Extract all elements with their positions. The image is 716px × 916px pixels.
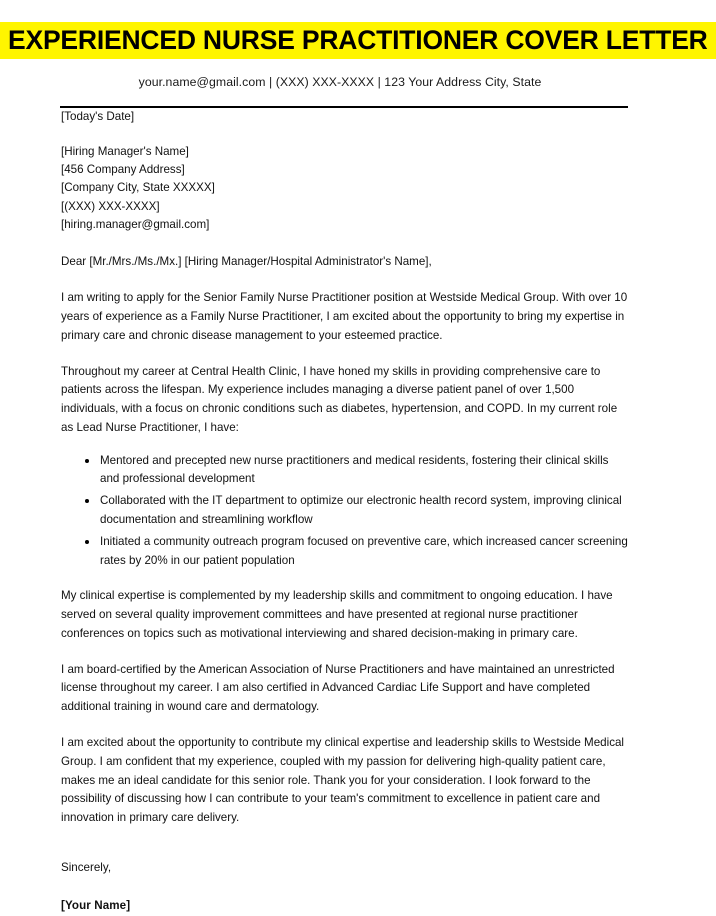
signature-name: [Your Name] <box>61 898 131 912</box>
bullet-point-icon <box>85 499 89 503</box>
contact-info-line: your.name@gmail.com | (XXX) XXX-XXXX | 123 Your Address City, State <box>138 75 542 90</box>
paragraph-leadership: My clinical expertise is complemented by my leadership skills and commitment to ongoing education. I have served on several quality improvement committees and have presented at regional nurse practitioner conferences on topics such as motivational interviewing and shared decision-making in primary care. <box>61 589 613 640</box>
paragraph-experience: Throughout my career at Central Health Clinic, I have honed my skills in providing comprehensive care to patients across the lifespan. My experience includes managing a diverse patient panel of over 1,500 individuals, with a focus on chronic conditions such as diabetes, hypertension, and COPD. In my current role as Lead Nurse Practitioner, I have: <box>61 364 618 434</box>
page-title: EXPERIENCED NURSE PRACTITIONER COVER LETTER <box>0 22 716 59</box>
bullet-point-icon <box>85 459 89 463</box>
paragraph-intro: I am writing to apply for the Senior Family Nurse Practitioner position at Westside Medical Group. With over 10 years of experience as a Family Nurse Practitioner, I am excited about the opportunity to bring my expertise in primary care and chronic disease management to your esteemed practice. <box>61 291 628 342</box>
bullet-point-icon <box>85 540 89 544</box>
paragraph-closing: I am excited about the opportunity to contribute my clinical expertise and leadership skills to Westside Medical Group. I am confident that my experience, coupled with my passion for delivering high-quality patient care, makes me an ideal candidate for this senior role. Thank you for your consideration. I look forward to the possibility of discussing how I can contribute to your team's commitment to excellence in patient care and innovation in primary care delivery. <box>61 736 625 825</box>
list-item-label: Collaborated with the IT department to optimize our electronic health record system, improving clinical documentation and streamlining workflow <box>100 494 622 526</box>
letter-body <box>0 108 680 916</box>
list-item <box>61 492 628 530</box>
salutation-line: Dear [Mr./Mrs./Ms./Mx.] [Hiring Manager/Hospital Administrator's Name], <box>61 255 432 269</box>
list-item <box>61 452 628 490</box>
recipient-line: [Hiring Manager's Name] <box>61 144 189 158</box>
date-line: [Today's Date] <box>61 109 135 123</box>
recipient-line: [hiring.manager@gmail.com] <box>61 218 210 232</box>
recipient-address-block <box>61 143 628 235</box>
sign-off-line: Sincerely, <box>61 860 112 874</box>
recipient-line: [Company City, State XXXXX] <box>61 181 215 195</box>
recipient-line: [456 Company Address] <box>61 163 185 177</box>
letter-header <box>0 0 708 108</box>
paragraph-credentials: I am board-certified by the American Association of Nurse Practitioners and have maintained an unrestricted license throughout my career. I am also certified in Advanced Cardiac Life Support and have completed additional training in wound care and dermatology. <box>61 662 615 714</box>
achievements-list <box>61 452 628 571</box>
list-item-label: Initiated a community outreach program focused on preventive care, which increased cancer screening rates by 20% in our patient population <box>100 534 628 567</box>
list-item-label: Mentored and precepted new nurse practitioners and medical residents, fostering their clinical skills and professional development <box>100 453 609 486</box>
recipient-line: [(XXX) XXX-XXXX] <box>61 199 160 213</box>
list-item <box>61 533 628 571</box>
